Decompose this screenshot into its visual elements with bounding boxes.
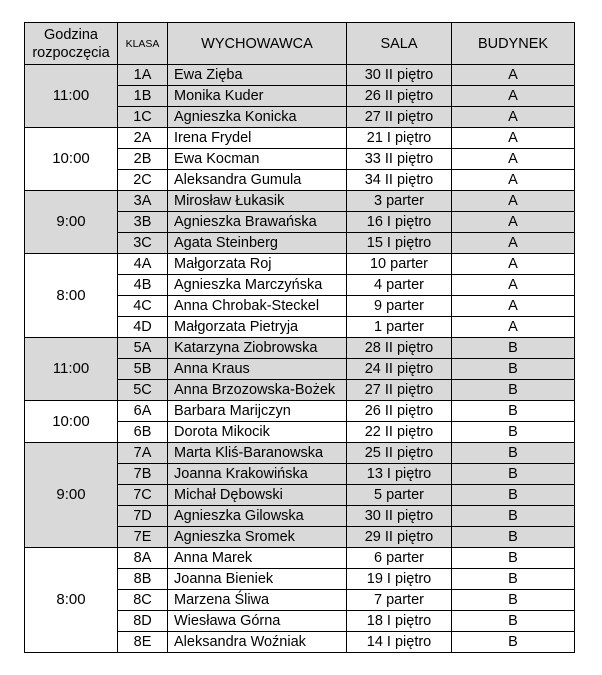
class-cell: 1A <box>118 65 168 86</box>
teacher-cell: Małgorzata Roj <box>168 254 347 275</box>
building-cell: B <box>452 422 575 443</box>
start-time-cell: 8:00 <box>25 254 118 338</box>
teacher-cell: Wiesława Górna <box>168 611 347 632</box>
building-cell: B <box>452 359 575 380</box>
class-cell: 1C <box>118 107 168 128</box>
room-cell: 18 I piętro <box>347 611 452 632</box>
class-cell: 7C <box>118 485 168 506</box>
start-time-cell: 10:00 <box>25 128 118 191</box>
header-klasa: KLASA <box>118 23 168 65</box>
building-cell: A <box>452 86 575 107</box>
class-cell: 8D <box>118 611 168 632</box>
class-cell: 4C <box>118 296 168 317</box>
building-cell: A <box>452 233 575 254</box>
room-cell: 27 II piętro <box>347 380 452 401</box>
teacher-cell: Agnieszka Brawańska <box>168 212 347 233</box>
room-cell: 21 I piętro <box>347 128 452 149</box>
building-cell: A <box>452 296 575 317</box>
room-cell: 15 I piętro <box>347 233 452 254</box>
room-cell: 19 I piętro <box>347 569 452 590</box>
teacher-cell: Agnieszka Konicka <box>168 107 347 128</box>
class-cell: 3C <box>118 233 168 254</box>
class-cell: 4A <box>118 254 168 275</box>
room-cell: 24 II piętro <box>347 359 452 380</box>
teacher-cell: Irena Frydel <box>168 128 347 149</box>
room-cell: 3 parter <box>347 191 452 212</box>
header-godzina-line2: rozpoczęcia <box>32 44 110 61</box>
room-cell: 22 II piętro <box>347 422 452 443</box>
teacher-cell: Anna Chrobak-Steckel <box>168 296 347 317</box>
class-cell: 8B <box>118 569 168 590</box>
teacher-cell: Agnieszka Marczyńska <box>168 275 347 296</box>
room-cell: 26 II piętro <box>347 401 452 422</box>
class-cell: 5B <box>118 359 168 380</box>
teacher-cell: Marta Kliś-Baranowska <box>168 443 347 464</box>
table-row <box>25 548 575 569</box>
table-row <box>25 254 575 275</box>
building-cell: B <box>452 590 575 611</box>
header-budynek: BUDYNEK <box>452 23 575 65</box>
teacher-cell: Aleksandra Woźniak <box>168 632 347 653</box>
teacher-cell: Barbara Marijczyn <box>168 401 347 422</box>
building-cell: A <box>452 128 575 149</box>
building-cell: A <box>452 191 575 212</box>
teacher-cell: Marzena Śliwa <box>168 590 347 611</box>
teacher-cell: Katarzyna Ziobrowska <box>168 338 347 359</box>
schedule-table <box>24 22 575 653</box>
room-cell: 5 parter <box>347 485 452 506</box>
class-cell: 8C <box>118 590 168 611</box>
building-cell: B <box>452 485 575 506</box>
teacher-cell: Małgorzata Pietryja <box>168 317 347 338</box>
class-cell: 7A <box>118 443 168 464</box>
schedule-body <box>25 65 575 653</box>
teacher-cell: Joanna Bieniek <box>168 569 347 590</box>
start-time-cell: 11:00 <box>25 65 118 128</box>
class-cell: 7E <box>118 527 168 548</box>
building-cell: A <box>452 275 575 296</box>
class-cell: 5A <box>118 338 168 359</box>
building-cell: B <box>452 632 575 653</box>
class-cell: 4D <box>118 317 168 338</box>
class-cell: 1B <box>118 86 168 107</box>
building-cell: B <box>452 338 575 359</box>
building-cell: A <box>452 65 575 86</box>
header-godzina-line1: Godzina <box>43 26 98 43</box>
class-cell: 7B <box>118 464 168 485</box>
teacher-cell: Michał Dębowski <box>168 485 347 506</box>
building-cell: A <box>452 149 575 170</box>
start-time-cell: 11:00 <box>25 338 118 401</box>
teacher-cell: Anna Marek <box>168 548 347 569</box>
teacher-cell: Monika Kuder <box>168 86 347 107</box>
building-cell: B <box>452 611 575 632</box>
room-cell: 28 II piętro <box>347 338 452 359</box>
building-cell: B <box>452 548 575 569</box>
teacher-cell: Ewa Kocman <box>168 149 347 170</box>
building-cell: A <box>452 254 575 275</box>
header-godzina <box>25 23 118 65</box>
room-cell: 6 parter <box>347 548 452 569</box>
room-cell: 13 I piętro <box>347 464 452 485</box>
table-row <box>25 128 575 149</box>
room-cell: 7 parter <box>347 590 452 611</box>
class-cell: 4B <box>118 275 168 296</box>
room-cell: 26 II piętro <box>347 86 452 107</box>
teacher-cell: Aleksandra Gumula <box>168 170 347 191</box>
building-cell: B <box>452 401 575 422</box>
room-cell: 4 parter <box>347 275 452 296</box>
building-cell: B <box>452 443 575 464</box>
start-time-cell: 9:00 <box>25 191 118 254</box>
header-sala: SALA <box>347 23 452 65</box>
room-cell: 27 II piętro <box>347 107 452 128</box>
class-cell: 3B <box>118 212 168 233</box>
header-row <box>25 23 575 65</box>
teacher-cell: Dorota Mikocik <box>168 422 347 443</box>
building-cell: A <box>452 212 575 233</box>
header-wychowawca: WYCHOWAWCA <box>168 23 347 65</box>
room-cell: 30 II piętro <box>347 506 452 527</box>
class-cell: 6A <box>118 401 168 422</box>
room-cell: 10 parter <box>347 254 452 275</box>
room-cell: 34 II piętro <box>347 170 452 191</box>
teacher-cell: Agnieszka Gilowska <box>168 506 347 527</box>
class-cell: 2A <box>118 128 168 149</box>
table-row <box>25 338 575 359</box>
room-cell: 25 II piętro <box>347 443 452 464</box>
start-time-cell: 9:00 <box>25 443 118 548</box>
class-cell: 2B <box>118 149 168 170</box>
building-cell: A <box>452 107 575 128</box>
teacher-cell: Mirosław Łukasik <box>168 191 347 212</box>
building-cell: B <box>452 569 575 590</box>
table-row <box>25 443 575 464</box>
class-cell: 6B <box>118 422 168 443</box>
class-cell: 8E <box>118 632 168 653</box>
building-cell: B <box>452 464 575 485</box>
teacher-cell: Agata Steinberg <box>168 233 347 254</box>
table-row <box>25 191 575 212</box>
room-cell: 33 II piętro <box>347 149 452 170</box>
room-cell: 9 parter <box>347 296 452 317</box>
teacher-cell: Ewa Zięba <box>168 65 347 86</box>
room-cell: 14 I piętro <box>347 632 452 653</box>
building-cell: B <box>452 527 575 548</box>
start-time-cell: 10:00 <box>25 401 118 443</box>
class-cell: 2C <box>118 170 168 191</box>
class-cell: 3A <box>118 191 168 212</box>
teacher-cell: Joanna Krakowińska <box>168 464 347 485</box>
teacher-cell: Agnieszka Sromek <box>168 527 347 548</box>
building-cell: B <box>452 380 575 401</box>
room-cell: 29 II piętro <box>347 527 452 548</box>
class-cell: 5C <box>118 380 168 401</box>
room-cell: 1 parter <box>347 317 452 338</box>
room-cell: 16 I piętro <box>347 212 452 233</box>
class-cell: 8A <box>118 548 168 569</box>
class-cell: 7D <box>118 506 168 527</box>
building-cell: B <box>452 506 575 527</box>
teacher-cell: Anna Brzozowska-Bożek <box>168 380 347 401</box>
building-cell: A <box>452 170 575 191</box>
table-row <box>25 401 575 422</box>
teacher-cell: Anna Kraus <box>168 359 347 380</box>
table-row <box>25 65 575 86</box>
start-time-cell: 8:00 <box>25 548 118 653</box>
building-cell: A <box>452 317 575 338</box>
room-cell: 30 II piętro <box>347 65 452 86</box>
